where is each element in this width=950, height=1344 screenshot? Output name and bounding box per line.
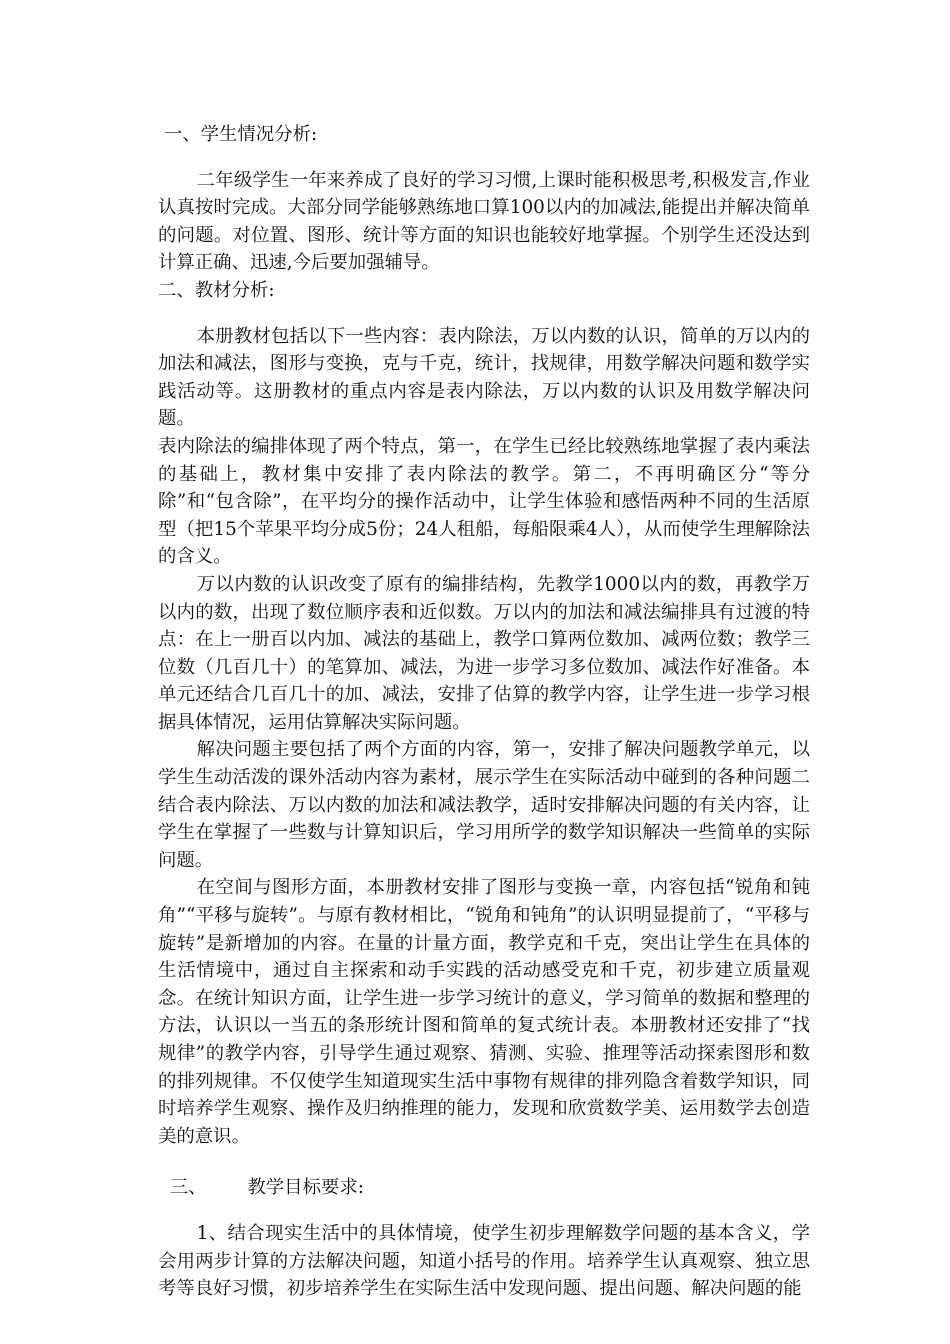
paragraph-problem-solving: 解决问题主要包括了两个方面的内容，第一，安排了解决问题教学单元，以学生生动活泼的课外活动内容为素材，展示学生在实际活动中碰到的各种问题二结合表内除法、万以内数的加法和减法教学，适时安排解决问题的有关内容，让学生在掌握了一些数与计算知识后，学习用所学的数学知识解决一些简单的实际问题。 [158, 739, 810, 871]
paragraph-numbers-within-10000: 万以内数的认识改变了原有的编排结构，先教学1000以内的数，再教学万以内的数，出现了数位顺序表和近似数。万以内的加法和减法编排具有过渡的特点：在上一册百以内加、减法的基础上，教学口算两位数加、减两位数；教学三位数（几百几十）的笔算加、减法，为进一步学习多位数加、减法作好准备。本单元还结合几百几十的加、减法，安排了估算的教学内容，让学生进一步学习根据具体情况，运用估算解决实际问题。 [158, 573, 810, 733]
document-body [158, 121, 810, 1303]
paragraph-division-features: 表内除法的编排体现了两个特点，第一，在学生已经比较熟练地掌握了表内乘法的基础上，教材集中安排了表内除法的教学。第二，不再明确区分“等分除”和“包含除”，在平均分的操作活动中，让学生体验和感悟两种不同的生活原型（把15个苹果平均分成5份；24人租船，每船限乘4人），从而使学生理解除法的含义。 [158, 435, 810, 568]
section-heading-student-analysis: 一、学生情况分析: [158, 124, 318, 145]
paragraph-textbook-contents: 本册教材包括以下一些内容：表内除法，万以内数的认识，简单的万以内的加法和减法，图形与变换，克与千克，统计，找规律，用数学解决问题和数学实践活动等。这册教材的重点内容是表内除法，万以内数的认识及用数学解决问题。 [158, 325, 810, 430]
paragraph-student-analysis: 二年级学生一年来养成了良好的学习习惯,上课时能积极思考,积极发言,作业认真按时完成。大部分同学能够熟练地口算100以内的加减法,能提出并解决简单的问题。对位置、图形、统计等方面的知识也能较好地掌握。个别学生还没达到计算正确、迅速,今后要加强辅导。 [158, 169, 810, 274]
paragraph-space-and-shapes: 在空间与图形方面，本册教材安排了图形与变换一章，内容包括“锐角和钝角”“平移与旋转”。与原有教材相比，“锐角和钝角”的认识明显提前了，“平移与旋转”是新增加的内容。在量的计量方面，教学克和千克，突出让学生在具体的生活情境中，通过自主探索和动手实践的活动感受克和千克，初步建立质量观念。在统计知识方面，让学生进一步学习统计的意义，学习简单的数据和整理的方法，认识以一当五的条形统计图和简单的复式统计表。本册教材还安排了“找规律”的教学内容，引导学生通过观察、猜测、实验、推理等活动探索图形和数的排列规律。不仅使学生知道现实生活中事物有规律的排列隐含着数学知识，同时培养学生观察、操作及归纳推理的能力，发现和欣赏数学美、运用数学去创造美的意识。 [158, 877, 810, 1147]
paragraph-goal-1: 1、结合现实生活中的具体情境，使学生初步理解数学问题的基本含义，学会用两步计算的方法解决问题，知道小括号的作用。培养学生认真观察、独立思考等良好习惯，初步培养学生在实际生活中发现问题、提出问题、解决问题的能 [158, 1222, 810, 1300]
section-heading-textbook-analysis: 二、教材分析: [158, 279, 275, 301]
section-heading-teaching-goals: 三、 教学目标要求: [158, 1177, 364, 1199]
